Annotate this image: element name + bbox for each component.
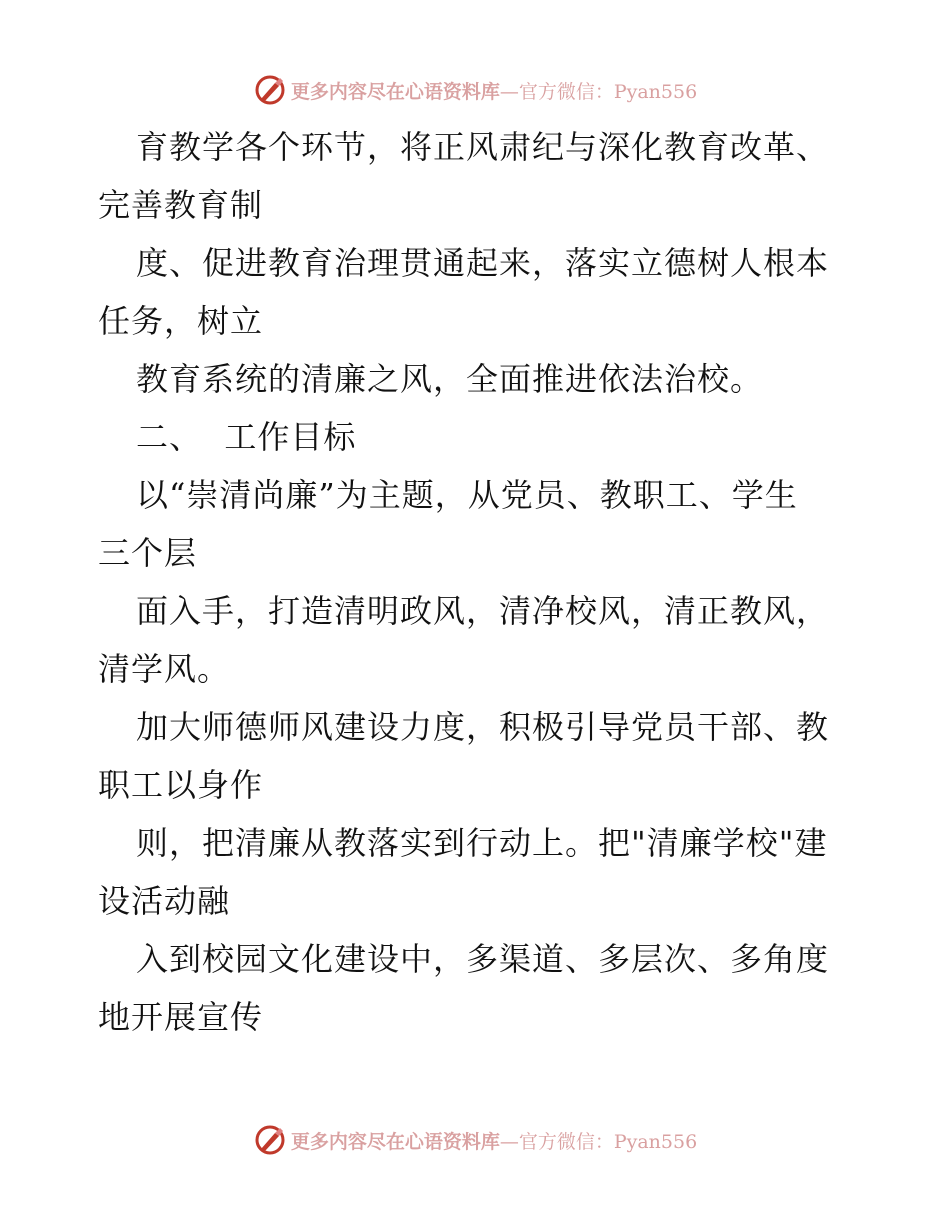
body-line-7: 以“崇清尚廉”为主题，从党员、教职工、学生 xyxy=(136,476,798,514)
body-line-5: 教育系统的清廉之风，全面推进依法治校。 xyxy=(136,360,764,398)
footer-brand-name: 更多内容尽在心语资料库 xyxy=(290,1130,500,1153)
body-line-4: 任务，树立 xyxy=(98,302,264,340)
body-line-13: 则，把清廉从教落实到行动上。把"清廉学校"建 xyxy=(136,824,828,862)
body-line-2: 完善教育制 xyxy=(98,186,264,224)
body-line-10: 清学风。 xyxy=(98,650,231,688)
body-line-16: 地开展宣传 xyxy=(98,998,264,1036)
pen-logo-icon xyxy=(253,73,287,107)
header-brand-text xyxy=(291,77,697,104)
body-line-8: 三个层 xyxy=(98,534,198,572)
header-brand-name: 更多内容尽在心语资料库 xyxy=(290,80,500,103)
body-line-14: 设活动融 xyxy=(98,882,231,920)
footer-contact: —官方微信：Pyan556 xyxy=(499,1130,698,1153)
body-line-15: 入到校园文化建设中，多渠道、多层次、多角度 xyxy=(136,940,830,978)
header-contact: —官方微信：Pyan556 xyxy=(499,80,698,103)
section-heading: 二、 工作目标 xyxy=(136,418,357,456)
document-body xyxy=(98,118,858,1046)
pen-logo-icon xyxy=(253,1123,287,1157)
body-line-9: 面入手，打造清明政风，清净校风，清正教风， xyxy=(136,592,830,630)
brand-watermark xyxy=(253,73,697,107)
body-line-12: 职工以身作 xyxy=(98,766,264,804)
brand-watermark xyxy=(253,1123,697,1157)
body-line-11: 加大师德师风建设力度，积极引导党员干部、教 xyxy=(136,708,830,746)
body-line-3: 度、促进教育治理贯通起来，落实立德树人根本 xyxy=(136,244,830,282)
page-header-watermark xyxy=(0,70,950,110)
footer-brand-text xyxy=(291,1127,697,1154)
body-line-1: 育教学各个环节，将正风肃纪与深化教育改革、 xyxy=(136,128,830,166)
page-footer-watermark xyxy=(0,1120,950,1160)
